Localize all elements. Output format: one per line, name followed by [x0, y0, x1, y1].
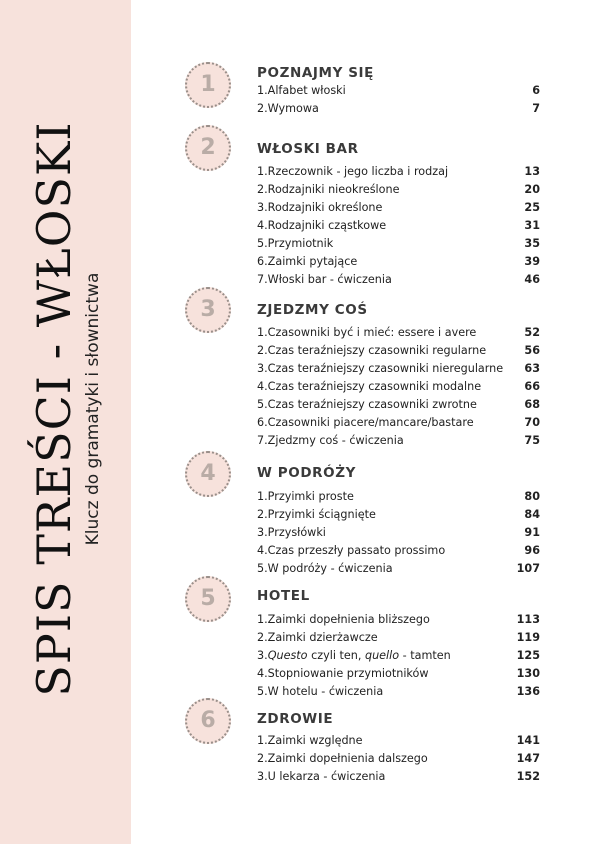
toc-entry[interactable] [257, 181, 540, 199]
toc-entry-page: 39 [524, 255, 540, 268]
section-title: HOTEL [257, 588, 310, 604]
toc-entry-page: 96 [524, 544, 540, 557]
toc-entry-italic-quello: quello [364, 649, 400, 662]
toc-entry-page: 147 [516, 752, 540, 765]
toc-entry[interactable] [257, 199, 540, 217]
toc-entry-page: 113 [516, 613, 540, 626]
toc-entry-page: 70 [524, 416, 540, 429]
toc-entry-label: 2.Czas teraźniejszy czasowniki regularne [257, 344, 487, 357]
toc-entry-page: 7 [532, 102, 540, 115]
toc-entry-label: 2.Rodzajniki nieokreślone [257, 183, 400, 196]
section-title: POZNAJMY SIĘ [257, 65, 375, 81]
toc-entry-label: 6.Zaimki pytające [257, 255, 358, 268]
section-number-badge: 3 [185, 287, 231, 333]
toc-entry-page: 68 [524, 398, 540, 411]
toc-entry-label-end: - tamten [399, 649, 451, 662]
section-items [257, 611, 540, 701]
toc-entry-label: 5.Czas teraźniejszy czasowniki zwrotne [257, 398, 477, 411]
toc-entry[interactable] [257, 100, 540, 118]
toc-entry[interactable] [257, 253, 540, 271]
toc-entry-label: 3.U lekarza - ćwiczenia [257, 770, 386, 783]
toc-entry[interactable] [257, 342, 540, 360]
toc-entry-page: 31 [524, 219, 540, 232]
toc-entry-label: 1.Zaimki względne [257, 734, 363, 747]
page-title: SPIS TREŚCI - WŁOSKI [27, 121, 81, 697]
toc-entry[interactable] [257, 768, 540, 786]
section-items [257, 163, 540, 289]
toc-entry[interactable] [257, 524, 540, 542]
toc-entry-label: 2.Wymowa [257, 102, 319, 115]
toc-entry-page: 75 [524, 434, 540, 447]
toc-entry[interactable] [257, 560, 540, 578]
toc-entry-page: 25 [524, 201, 540, 214]
toc-entry[interactable] [257, 732, 540, 750]
toc-entry-italic-questo: Questo [267, 649, 308, 662]
section-items [257, 488, 540, 578]
toc-entry-page: 107 [516, 562, 540, 575]
toc-entry-page: 84 [524, 508, 540, 521]
toc-entry[interactable] [257, 629, 540, 647]
toc-entry-label: 7.Zjedzmy coś - ćwiczenia [257, 434, 404, 447]
toc-entry[interactable] [257, 360, 540, 378]
toc-entry-page: 52 [524, 326, 540, 339]
toc-entry-page: 141 [516, 734, 540, 747]
toc-entry-page: 119 [516, 631, 540, 644]
toc-entry[interactable] [257, 217, 540, 235]
toc-entry[interactable] [257, 324, 540, 342]
toc-entry-label: 5.W hotelu - ćwiczenia [257, 685, 384, 698]
toc-entry[interactable] [257, 506, 540, 524]
section-title: ZJEDZMY COŚ [257, 302, 368, 318]
toc-entry-page: 56 [524, 344, 540, 357]
toc-entry-label: 4.Czas przeszły passato prossimo [257, 544, 446, 557]
section-number-badge: 6 [185, 698, 231, 744]
toc-entry-page: 46 [524, 273, 540, 286]
toc-entry-page: 130 [516, 667, 540, 680]
section-items [257, 732, 540, 786]
toc-entry[interactable] [257, 647, 540, 665]
toc-entry-label: 1.Przyimki proste [257, 490, 354, 503]
toc-entry-page: 63 [524, 362, 540, 375]
toc-entry[interactable] [257, 378, 540, 396]
toc-entry[interactable] [257, 396, 540, 414]
toc-entry-page: 125 [516, 649, 540, 662]
toc-entry-page: 80 [524, 490, 540, 503]
toc-entry-label: 4.Rodzajniki cząstkowe [257, 219, 387, 232]
toc-entry-label: 1.Rzeczownik - jego liczba i rodzaj [257, 165, 449, 178]
section-title: ZDROWIE [257, 711, 334, 727]
toc-entry-page: 152 [516, 770, 540, 783]
toc-entry-label: 2.Zaimki dzierżawcze [257, 631, 378, 644]
toc-entry-label-middle: czyli ten, [307, 649, 365, 662]
section-title: WŁOSKI BAR [257, 141, 359, 157]
toc-entry-label: 1.Zaimki dopełnienia bliższego [257, 613, 430, 626]
section-title: W PODRÓŻY [257, 465, 357, 481]
toc-entry[interactable] [257, 163, 540, 181]
toc-entry-page: 136 [516, 685, 540, 698]
toc-entry[interactable] [257, 683, 540, 701]
toc-entry-label: 4.Czas teraźniejszy czasowniki modalne [257, 380, 482, 393]
toc-entry-label: 1.Alfabet włoski [257, 84, 346, 97]
section-items [257, 324, 540, 450]
toc-entry[interactable] [257, 271, 540, 289]
section-number-badge: 4 [185, 451, 231, 497]
toc-entry-label: 4.Stopniowanie przymiotników [257, 667, 429, 680]
toc-entry[interactable] [257, 82, 540, 100]
toc-entry-label: 5.Przymiotnik [257, 237, 334, 250]
toc-entry-page: 20 [524, 183, 540, 196]
vertical-title-block [28, 59, 104, 759]
toc-entry[interactable] [257, 235, 540, 253]
toc-entry-page: 13 [524, 165, 540, 178]
toc-entry[interactable] [257, 414, 540, 432]
section-number-badge: 1 [185, 62, 231, 108]
toc-entry-label: 2.Zaimki dopełnienia dalszego [257, 752, 428, 765]
toc-entry-page: 91 [524, 526, 540, 539]
toc-entry-label [257, 647, 451, 665]
toc-entry[interactable] [257, 432, 540, 450]
toc-entry-label: 1.Czasowniki być i mieć: essere i avere [257, 326, 477, 339]
toc-entry-label: 3.Czas teraźniejszy czasowniki nieregularne [257, 362, 504, 375]
toc-entry[interactable] [257, 665, 540, 683]
toc-entry[interactable] [257, 488, 540, 506]
toc-entry-page: 6 [532, 84, 540, 97]
toc-entry-label: 3.Rodzajniki określone [257, 201, 383, 214]
section-number-badge: 5 [185, 576, 231, 622]
toc-entry-label: 2.Przyimki ściągnięte [257, 508, 376, 521]
toc-entry[interactable] [257, 611, 540, 629]
toc-entry[interactable] [257, 542, 540, 560]
page-subtitle: Klucz do gramatyki i słownictwa [83, 272, 103, 546]
section-items [257, 82, 540, 118]
toc-entry-label: 3.Przysłówki [257, 526, 326, 539]
section-number-badge: 2 [185, 125, 231, 171]
toc-entry-page: 35 [524, 237, 540, 250]
toc-entry-label: 7.Włoski bar - ćwiczenia [257, 273, 392, 286]
toc-entry-page: 66 [524, 380, 540, 393]
toc-entry-label: 6.Czasowniki piacere/mancare/bastare [257, 416, 474, 429]
toc-entry-label-prefix: 3. [257, 649, 268, 662]
toc-entry[interactable] [257, 750, 540, 768]
toc-entry-label: 5.W podróży - ćwiczenia [257, 562, 393, 575]
